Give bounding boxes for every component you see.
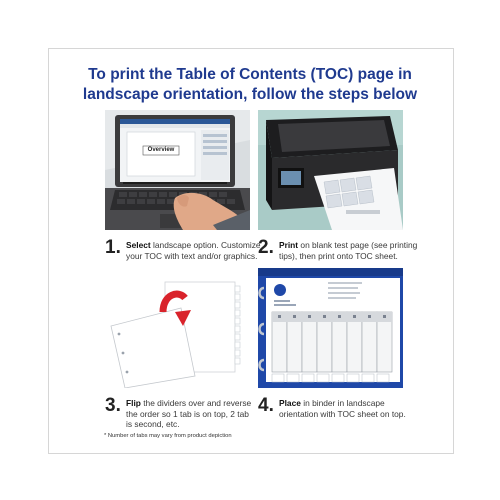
step-1-caption: [126, 240, 276, 261]
step-4-bold: Place: [279, 398, 301, 408]
step-1-number: 1.: [105, 237, 121, 258]
step-3-text: the dividers over and reverse the order so 1 tab is on top, 2 tab is second, etc.: [126, 398, 252, 429]
dividers-photo: [105, 268, 250, 388]
page-title: [0, 65, 500, 105]
step-1-bold: Select: [126, 240, 151, 250]
binder-photo: [258, 268, 403, 388]
step-3-number: 3.: [105, 395, 121, 416]
step-3-caption: [126, 398, 256, 430]
footnote: * Number of tabs may vary from product depiction: [104, 433, 232, 439]
screen-overview-label: Overview: [147, 147, 175, 153]
step-1-text: landscape option. Customize your TOC with text and/or graphics.: [126, 240, 261, 261]
printer-photo: [258, 110, 403, 230]
laptop-photo: [105, 110, 250, 230]
step-2-bold: Print: [279, 240, 299, 250]
title-line-1: To print the Table of Contents (TOC) page in: [88, 66, 412, 83]
step-2-number: 2.: [258, 237, 274, 258]
step-2-caption: [279, 240, 429, 261]
step-4-caption: [279, 398, 409, 419]
title-line-2: landscape orientation, follow the steps below: [82, 86, 418, 103]
step-2-text: on blank test page (see printing tips), then print onto TOC sheet.: [279, 240, 418, 261]
step-4-text: in binder in landscape orientation with TOC sheet on top.: [279, 398, 406, 419]
step-3-bold: Flip: [126, 398, 141, 408]
step-4-number: 4.: [258, 395, 274, 416]
